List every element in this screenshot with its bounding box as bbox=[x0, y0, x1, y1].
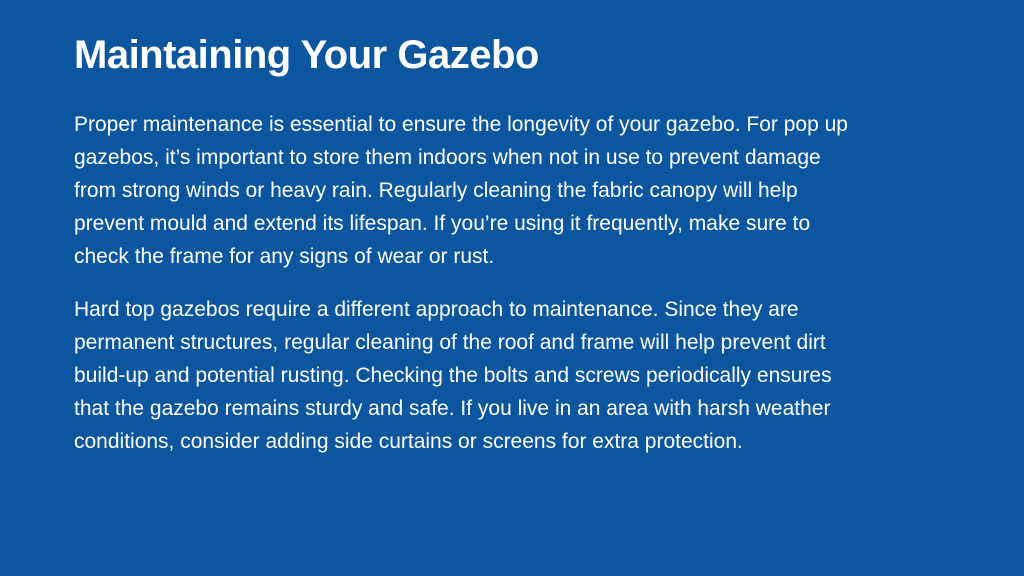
slide-content bbox=[74, 108, 854, 458]
paragraph-pop-up-gazebos: Proper maintenance is essential to ensure the longevity of your gazebo. For pop up gazebos, it’s important to store them indoors when not in use to prevent damage from strong winds or heavy rain. Regularly cleaning the fabric canopy will help prevent mould and extend its lifespan. If you’re using it frequently, make sure to check the frame for any signs of wear or rust. bbox=[74, 113, 848, 268]
paragraph-hard-top-gazebos: Hard top gazebos require a different approach to maintenance. Since they are permanent structures, regular cleaning of the roof and frame will help prevent dirt build-up and potential rusting. Checking the bolts and screws periodically ensures that the gazebo remains sturdy and safe. If you live in an area with harsh weather conditions, consider adding side curtains or screens for extra protection. bbox=[74, 298, 832, 453]
slide-title: Maintaining Your Gazebo bbox=[74, 33, 539, 77]
